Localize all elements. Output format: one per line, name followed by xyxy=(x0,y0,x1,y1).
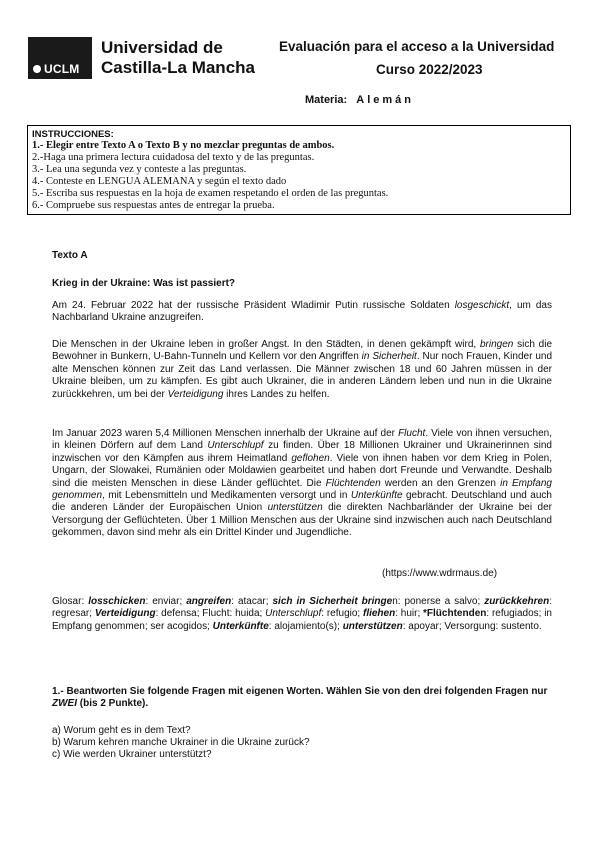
paragraph-2: Die Menschen in der Ukraine leben in großer Angst. In den Städten, in denen gekämpft wird, bringen sich die Bewohner in Bunkern, U-Bahn-Tunneln und Kellern vor den Angriffen in Sicherheit. Nur noch Frauen, Kinder und alte Menschen können zur Zeit das Land verlassen. Die Männer zwischen 18 und 60 Jahren müssen in der Ukraine bleiben, um zu kämpfen. Es gibt auch Ukrainer, die in anderen Ländern leben und nun in die Ukraine zurückkehren, um bei der Verteidigung ihres Landes zu helfen. xyxy=(52,339,553,400)
university-name-line1: Universidad de xyxy=(101,38,223,57)
instructions-title: INSTRUCCIONES: xyxy=(32,129,114,140)
paragraph-1: Am 24. Februar 2022 hat der russische Präsident Wladimir Putin russische Soldaten losgeschickt, um das Nachbarland Ukraine anzugreifen. xyxy=(52,300,552,324)
text-title: Krieg in der Ukraine: Was ist passiert? xyxy=(52,278,236,289)
university-name xyxy=(101,38,255,78)
instructions-box xyxy=(27,125,571,215)
list-item: c) Wie werden Ukrainer unterstützt? xyxy=(52,749,212,761)
exam-course: Curso 2022/2023 xyxy=(376,62,483,77)
subject-line xyxy=(305,94,414,106)
subject-label: Materia: xyxy=(305,94,348,106)
instruction-item: 2.-Haga una primera lectura cuidadosa del texto y de las preguntas. xyxy=(32,152,315,163)
list-item: a) Worum geht es in dem Text? xyxy=(52,725,191,736)
instruction-item: 5.- Escriba sus respuestas en la hoja de examen respetando el orden de las preguntas. xyxy=(32,188,389,199)
source-citation: (https://www.wdrmaus.de) xyxy=(382,568,498,579)
glossary: Glosar: losschicken: enviar; angreifen: atacar; sich in Sicherheit bringen: ponerse a salvo; zurückkehren: regresar; Verteidigung: defensa; Flucht: huida; Unterschlupf: refugio; fliehen: huir; *Flüchtenden: refugiados; in Empfang genommen; ser acogidos; Unterkünfte: alojamiento(s); unterstützen: apoyar; Versorgung: sustento. xyxy=(52,596,553,632)
list-item: b) Warum kehren manche Ukrainer in die Ukraine zurück? xyxy=(52,737,310,749)
exam-title: Evaluación para el acceso a la Universidad xyxy=(279,39,555,54)
instruction-item: 4.- Conteste en LENGUA ALEMANA y según el texto dado xyxy=(32,176,287,187)
question-1-list xyxy=(52,725,310,762)
logo-text: UCLM xyxy=(44,62,80,76)
instruction-item: 6.- Compruebe sus respuestas antes de entregar la prueba. xyxy=(32,200,275,211)
instruction-item: 3.- Lea una segunda vez y conteste a las preguntas. xyxy=(32,164,247,175)
subject-value: Alemán xyxy=(356,94,414,106)
university-name-line2: Castilla-La Mancha xyxy=(101,58,255,77)
page-header xyxy=(0,0,600,120)
instruction-item: 1.- Elegir entre Texto A o Texto B y no mezclar preguntas de ambos. xyxy=(32,140,335,151)
text-label: Texto A xyxy=(52,250,88,261)
paragraph-3: Im Januar 2023 waren 5,4 Millionen Menschen innerhalb der Ukraine auf der Flucht. Viele von ihnen versuchen, in kleinen Dörfern auf dem Land Unterschlupf zu finden. Über 18 Millionen Ukrainer und Ukrainerinnen sind inzwischen vor den Kämpfen aus ihrem Heimatland geflohen. Viele von ihnen haben vor dem Krieg in Polen, Ungarn, der Slowakei, Rumänien oder Moldawien gearbeitet und haben dort Freunde und Verwandte. Deshalb sind die meisten Menschen in diese Länder geflüchtet. Die Flüchtenden werden an den Grenzen in Empfang genommen, mit Lebensmitteln und Medikamenten versorgt und in Unterkünfte gebracht. Deutschland und auch die anderen Länder der Europäischen Union unterstützen die direkten Nachbarländer der Ukraine bei der Versorgung der Geflüchteten. Über 1 Million Menschen aus der Ukraine sind inzwischen auch nach Deutschland gekommen, davon sind mehr als ein Drittel Kinder und Jugendliche. xyxy=(52,428,552,539)
question-1-title: 1.- Beantworten Sie folgende Fragen mit eigenen Worten. Wählen Sie von den drei folgenden Fragen nur ZWEI (bis 2 Punkte). xyxy=(52,686,548,710)
